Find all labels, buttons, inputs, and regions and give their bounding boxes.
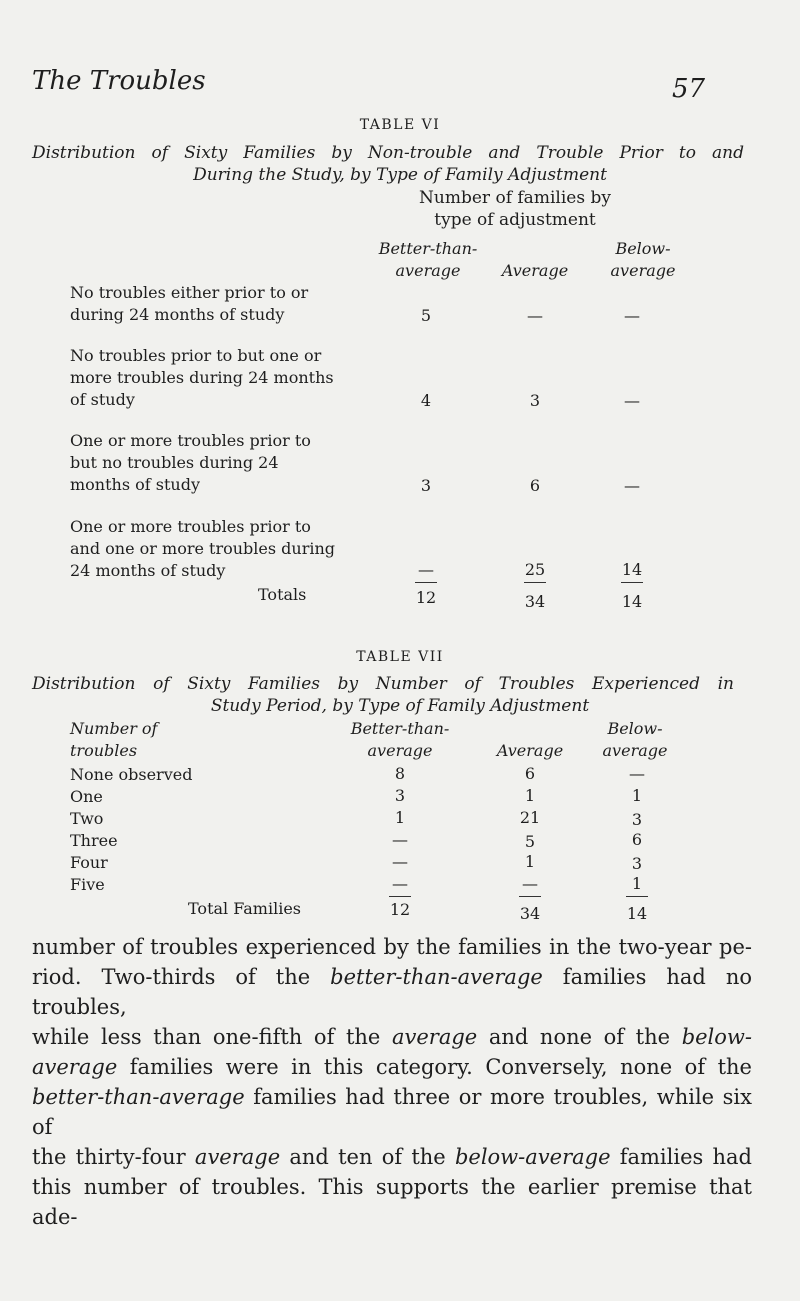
table-6-col-below [588,238,698,282]
table-7-row-3-better: 1 [394,808,406,827]
table-6-spanner-line2: type of adjustment [434,210,596,230]
table-6-row-2-line1: No troubles prior to but one or [70,346,322,365]
table-6-row-2-line2: more troubles during 24 months [70,368,334,387]
prose-line-6-italic-1: average [194,1145,281,1169]
running-head: The Troubles [32,66,206,96]
prose-line-3-italic-1: average [391,1025,478,1049]
prose-line-3-c: and none of the [477,1025,682,1049]
table-7-row-5-better: — [392,852,408,871]
table-7-col-better [340,718,460,762]
table-6-row-3-average: 6 [529,476,541,495]
table-6-row-3-line1: One or more troubles prior to [70,431,311,450]
table-6-spanner [350,187,680,231]
prose-line-6-e: families had [610,1145,752,1169]
table-6-col-better [368,238,488,282]
table-7-caption-line2: Study Period, by Type of Family Adjustment [210,696,590,716]
table-7-row-3-below: 3 [631,810,643,829]
prose-line-2-a: riod. Two-thirds of the [32,965,331,989]
prose-line-1-text: number of troubles experienced by the families in the two-year pe- [32,935,752,959]
table-6-row-1-line2: during 24 months of study [70,305,285,324]
table-7-row-3-label: Two [70,809,104,828]
table-7-row-3-average: 21 [519,808,541,827]
table-7-row-4-below: 6 [631,830,643,849]
table-7-row-1-label: None observed [70,765,193,784]
table-7-total-rule-below [626,896,648,897]
table-7-row-6-below: 1 [631,874,643,893]
table-6-caption-line1: Distribution of Sixty Families by Non-trouble and Trouble Prior to and [32,143,744,163]
prose-line-4-b: families were in this category. Conversely, none of the [117,1055,752,1079]
prose-line-2-c: families had no troubles, [32,965,752,1019]
table-6-col-average: Average [501,261,569,280]
table-6-total-below: 14 [621,592,643,611]
body-paragraph [32,932,752,1232]
table-7-total-rule-average [519,896,541,897]
table-6-total-rule-below [621,582,643,583]
table-7-col-better-line1: Better-than- [350,719,450,738]
table-7-row-6-label: Five [70,875,105,894]
table-6-row-4-better: — [418,560,434,579]
table-7-col-better-line2: average [367,741,433,760]
prose-line-3-italic-2: below- [681,1025,752,1049]
prose-line-7-text: this number of troubles. This supports the earlier premise that ade- [32,1175,752,1229]
table-7-row-1-below: — [629,764,645,783]
table-6-col-below-line2: average [610,261,676,280]
prose-line-6-c: and ten of the [280,1145,455,1169]
table-7-label: TABLE VII [356,649,444,665]
table-7-row-5-average: 1 [524,852,536,871]
table-6-row-2-average: 3 [529,391,541,410]
table-6-row-1-line1: No troubles either prior to or [70,283,309,302]
table-6-row-3-line3: months of study [70,475,201,494]
table-6-row-3-below: — [624,476,640,495]
table-6-caption-line2: During the Study, by Type of Family Adjustment [193,165,607,185]
table-6-total-better: 12 [415,588,437,607]
table-6-label: TABLE VI [359,117,441,133]
prose-line-5-b: families had three or more troubles, while six of [32,1085,752,1139]
table-6-total-rule-average [524,582,546,583]
table-7-totals-label: Total Families [188,899,301,918]
table-7-stub-head-line2: troubles [70,741,138,760]
table-7-row-2-below: 1 [631,786,643,805]
table-7-stub-head [70,718,157,762]
table-6-row-1-better: 5 [420,306,432,325]
prose-line-6 [32,1142,752,1172]
table-6-spanner-line1: Number of families by [419,188,611,208]
prose-line-5 [32,1082,752,1142]
table-6-col-below-line1: Below- [615,239,671,258]
table-6-row-1-label [70,282,308,326]
table-7-col-below-line1: Below- [607,719,663,738]
table-7-row-5-below: 3 [631,854,643,873]
table-6-row-1-average: — [527,306,543,325]
table-6-row-4-below: 14 [621,560,643,579]
table-7-row-2-better: 3 [394,786,406,805]
table-7-row-5-label: Four [70,853,108,872]
prose-line-2-italic: better-than-average [330,965,543,989]
table-6-totals-label: Totals [258,585,307,604]
table-7-total-rule-better [389,896,411,897]
table-7-row-2-label: One [70,787,103,806]
prose-line-3-a: while less than one-fifth of the [32,1025,392,1049]
prose-line-4 [32,1052,752,1082]
table-7-total-below: 14 [626,904,648,923]
prose-line-5-italic: better-than-average [32,1085,245,1109]
table-7-total-better: 12 [389,900,411,919]
table-7-row-4-average: 5 [524,832,536,851]
prose-line-2 [32,962,752,1022]
table-6-row-1-below: — [624,306,640,325]
table-7-row-4-better: — [392,830,408,849]
table-6-row-3-line2: but no troubles during 24 [70,453,279,472]
table-7-row-1-average: 6 [524,764,536,783]
table-6-row-4-line2: and one or more troubles during [70,539,336,558]
page-number: 57 [672,74,706,104]
table-7-row-1-better: 8 [394,764,406,783]
table-6-total-average: 34 [524,592,546,611]
table-7-col-average: Average [496,741,564,760]
table-6-row-2-label [70,345,334,411]
table-7-row-6-average: — [522,874,538,893]
table-6-row-2-line3: of study [70,390,135,409]
prose-line-4-italic: average [32,1055,118,1079]
table-7-total-average: 34 [519,904,541,923]
prose-line-1 [32,932,752,962]
table-6-col-better-line1: Better-than- [378,239,478,258]
table-6-row-4-average: 25 [524,560,546,579]
table-6-row-3-better: 3 [420,476,432,495]
table-6-row-2-better: 4 [420,391,432,410]
table-6-row-4-line1: One or more troubles prior to [70,517,311,536]
table-7-caption-line1: Distribution of Sixty Families by Number of Troubles Experienced in [32,674,734,694]
table-6-row-4-line3: 24 months of study [70,561,226,580]
table-6-row-2-below: — [624,391,640,410]
table-7-row-6-better: — [392,874,408,893]
table-7-row-4-label: Three [70,831,118,850]
table-6-col-better-line2: average [395,261,461,280]
table-6-row-3-label [70,430,311,496]
table-7-col-below [580,718,690,762]
table-7-stub-head-line1: Number of [70,719,158,738]
prose-line-6-italic-2: below-average [454,1145,611,1169]
prose-line-3 [32,1022,752,1052]
prose-line-7 [32,1172,752,1232]
table-7-col-below-line2: average [602,741,668,760]
table-7-row-2-average: 1 [524,786,536,805]
table-6-total-rule-better [415,582,437,583]
table-6-row-4-label [70,516,335,582]
prose-line-6-a: the thirty-four [32,1145,195,1169]
